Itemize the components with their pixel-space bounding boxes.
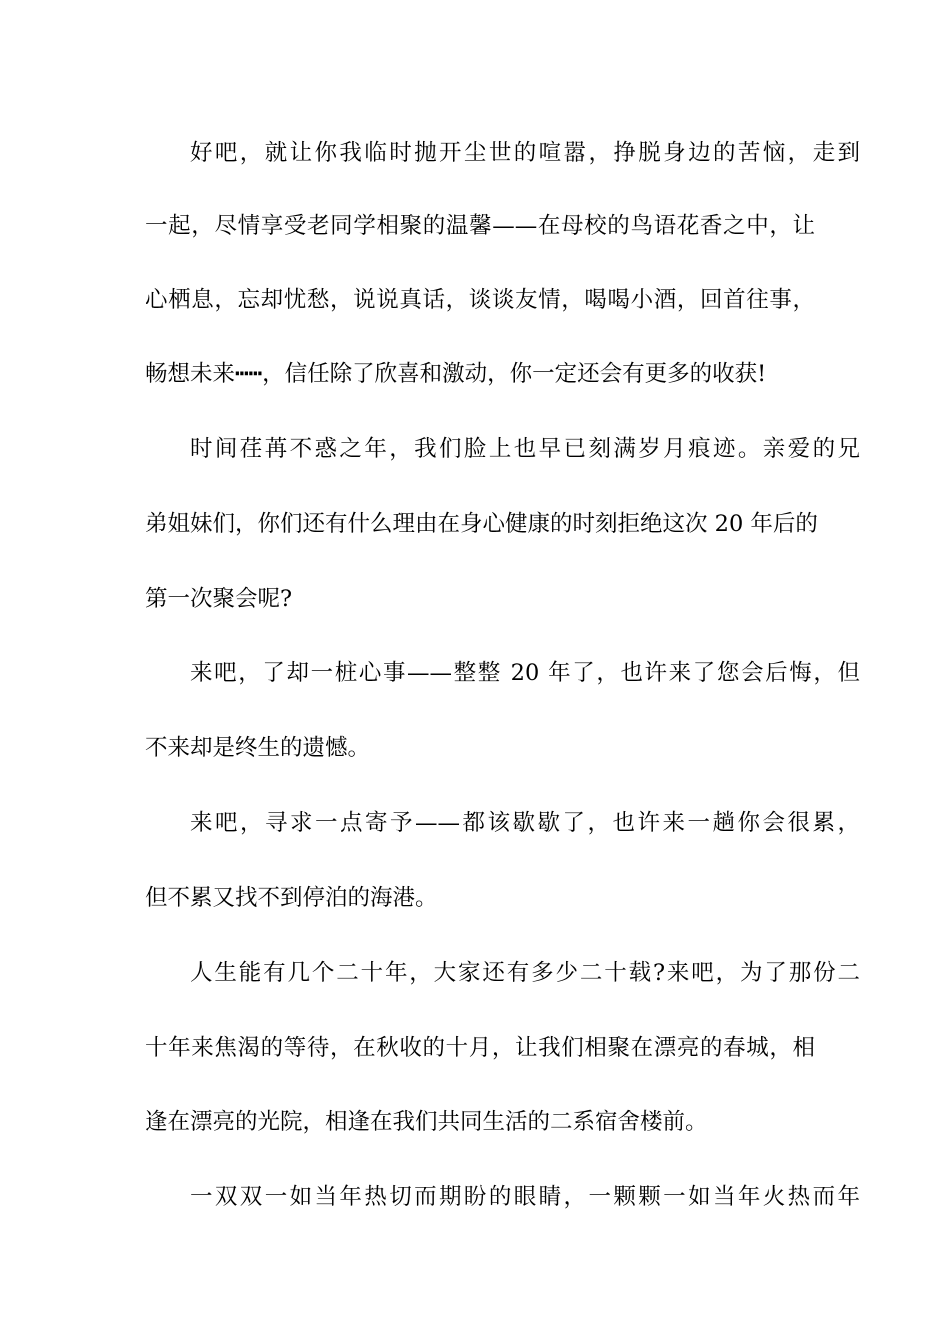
paragraph-3-line-2: 不来却是终生的遗憾。	[145, 735, 371, 761]
paragraph-6-line-1: 一双双一如当年热切而期盼的眼睛，一颗颗一如当年火热而年	[190, 1184, 860, 1210]
paragraph-2-line-2: 弟姐妹们，你们还有什么理由在身心健康的时刻拒绝这次 20 年后的	[145, 511, 818, 537]
paragraph-5-line-3: 逢在漂亮的光院，相逢在我们共同生活的二系宿舍楼前。	[145, 1109, 708, 1135]
paragraph-2-line-3: 第一次聚会呢?	[145, 586, 293, 612]
paragraph-5-line-1: 人生能有几个二十年，大家还有多少二十载?来吧，为了那份二	[190, 960, 860, 986]
paragraph-4-line-2: 但不累又找不到停泊的海港。	[145, 885, 438, 911]
paragraph-2-line-1: 时间荏苒不惑之年，我们脸上也早已刻满岁月痕迹。亲爱的兄	[190, 436, 860, 462]
paragraph-1-line-3: 心栖息，忘却忧愁，说说真话，谈谈友情，喝喝小酒，回首往事，	[145, 287, 815, 313]
paragraph-3-line-1: 来吧，了却一桩心事——整整 20 年了，也许来了您会后悔，但	[190, 660, 860, 686]
paragraph-5-line-2: 十年来焦渴的等待，在秋收的十月，让我们相聚在漂亮的春城，相	[145, 1035, 815, 1061]
paragraph-1-line-4: 畅想未来┅┅，信任除了欣喜和激动，你一定还会有更多的收获!	[145, 361, 767, 387]
paragraph-4-line-1: 来吧，寻求一点寄予——都该歇歇了，也许来一趟你会很累，	[190, 810, 860, 836]
paragraph-1-line-2: 一起，尽情享受老同学相聚的温馨——在母校的鸟语花香之中，让	[145, 213, 815, 239]
paragraph-1-line-1: 好吧，就让你我临时抛开尘世的喧嚣，挣脱身边的苦恼，走到	[190, 140, 860, 166]
